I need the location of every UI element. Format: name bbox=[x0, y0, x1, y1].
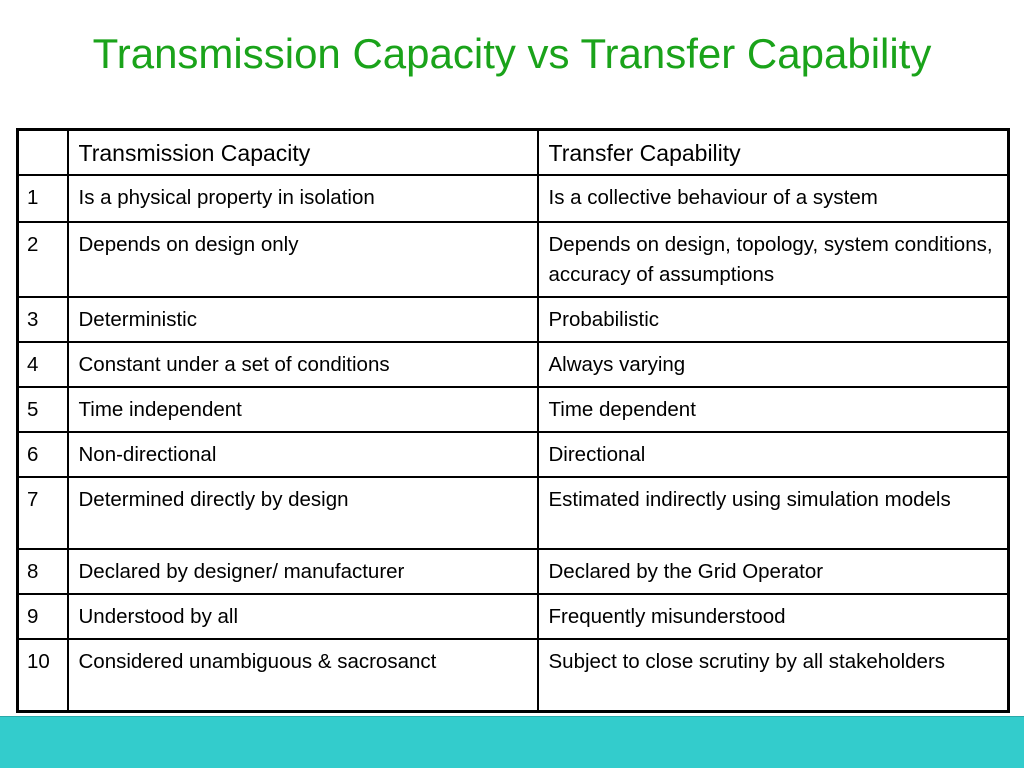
table-row bbox=[18, 222, 1009, 297]
transfer-capability-cell: Declared by the Grid Operator bbox=[538, 549, 1009, 594]
transfer-capability-cell: Subject to close scrutiny by all stakeholders bbox=[538, 639, 1009, 711]
transfer-capability-cell: Is a collective behaviour of a system bbox=[538, 175, 1009, 222]
row-number: 9 bbox=[18, 594, 68, 639]
table-row bbox=[18, 387, 1009, 432]
transmission-capacity-cell: Considered unambiguous & sacrosanct bbox=[68, 639, 538, 711]
transfer-capability-cell: Time dependent bbox=[538, 387, 1009, 432]
transmission-capacity-cell: Constant under a set of conditions bbox=[68, 342, 538, 387]
transmission-capacity-cell: Understood by all bbox=[68, 594, 538, 639]
transfer-capability-cell: Depends on design, topology, system conditions, accuracy of assumptions bbox=[538, 222, 1009, 297]
row-number: 10 bbox=[18, 639, 68, 711]
row-number: 2 bbox=[18, 222, 68, 297]
table-row bbox=[18, 342, 1009, 387]
table-row bbox=[18, 477, 1009, 549]
transfer-capability-cell: Always varying bbox=[538, 342, 1009, 387]
row-number: 7 bbox=[18, 477, 68, 549]
transmission-capacity-cell: Non-directional bbox=[68, 432, 538, 477]
slide-title: Transmission Capacity vs Transfer Capability bbox=[92, 30, 932, 77]
table-row bbox=[18, 549, 1009, 594]
table-header-row bbox=[18, 130, 1009, 176]
table-row bbox=[18, 297, 1009, 342]
transmission-capacity-cell: Time independent bbox=[68, 387, 538, 432]
transmission-capacity-cell: Deterministic bbox=[68, 297, 538, 342]
header-transfer-capability: Transfer Capability bbox=[538, 130, 1009, 176]
transfer-capability-cell: Frequently misunderstood bbox=[538, 594, 1009, 639]
row-number: 6 bbox=[18, 432, 68, 477]
header-transmission-capacity: Transmission Capacity bbox=[68, 130, 538, 176]
transmission-capacity-cell: Depends on design only bbox=[68, 222, 538, 297]
transmission-capacity-cell: Is a physical property in isolation bbox=[68, 175, 538, 222]
table-row bbox=[18, 594, 1009, 639]
table-row bbox=[18, 175, 1009, 222]
header-number-cell bbox=[18, 130, 68, 176]
footer-bar bbox=[0, 716, 1024, 768]
row-number: 8 bbox=[18, 549, 68, 594]
transfer-capability-cell: Directional bbox=[538, 432, 1009, 477]
row-number: 5 bbox=[18, 387, 68, 432]
row-number: 1 bbox=[18, 175, 68, 222]
table-row bbox=[18, 639, 1009, 711]
transmission-capacity-cell: Determined directly by design bbox=[68, 477, 538, 549]
transfer-capability-cell: Probabilistic bbox=[538, 297, 1009, 342]
row-number: 3 bbox=[18, 297, 68, 342]
row-number: 4 bbox=[18, 342, 68, 387]
comparison-table bbox=[16, 128, 1010, 713]
table-row bbox=[18, 432, 1009, 477]
transmission-capacity-cell: Declared by designer/ manufacturer bbox=[68, 549, 538, 594]
transfer-capability-cell: Estimated indirectly using simulation models bbox=[538, 477, 1009, 549]
